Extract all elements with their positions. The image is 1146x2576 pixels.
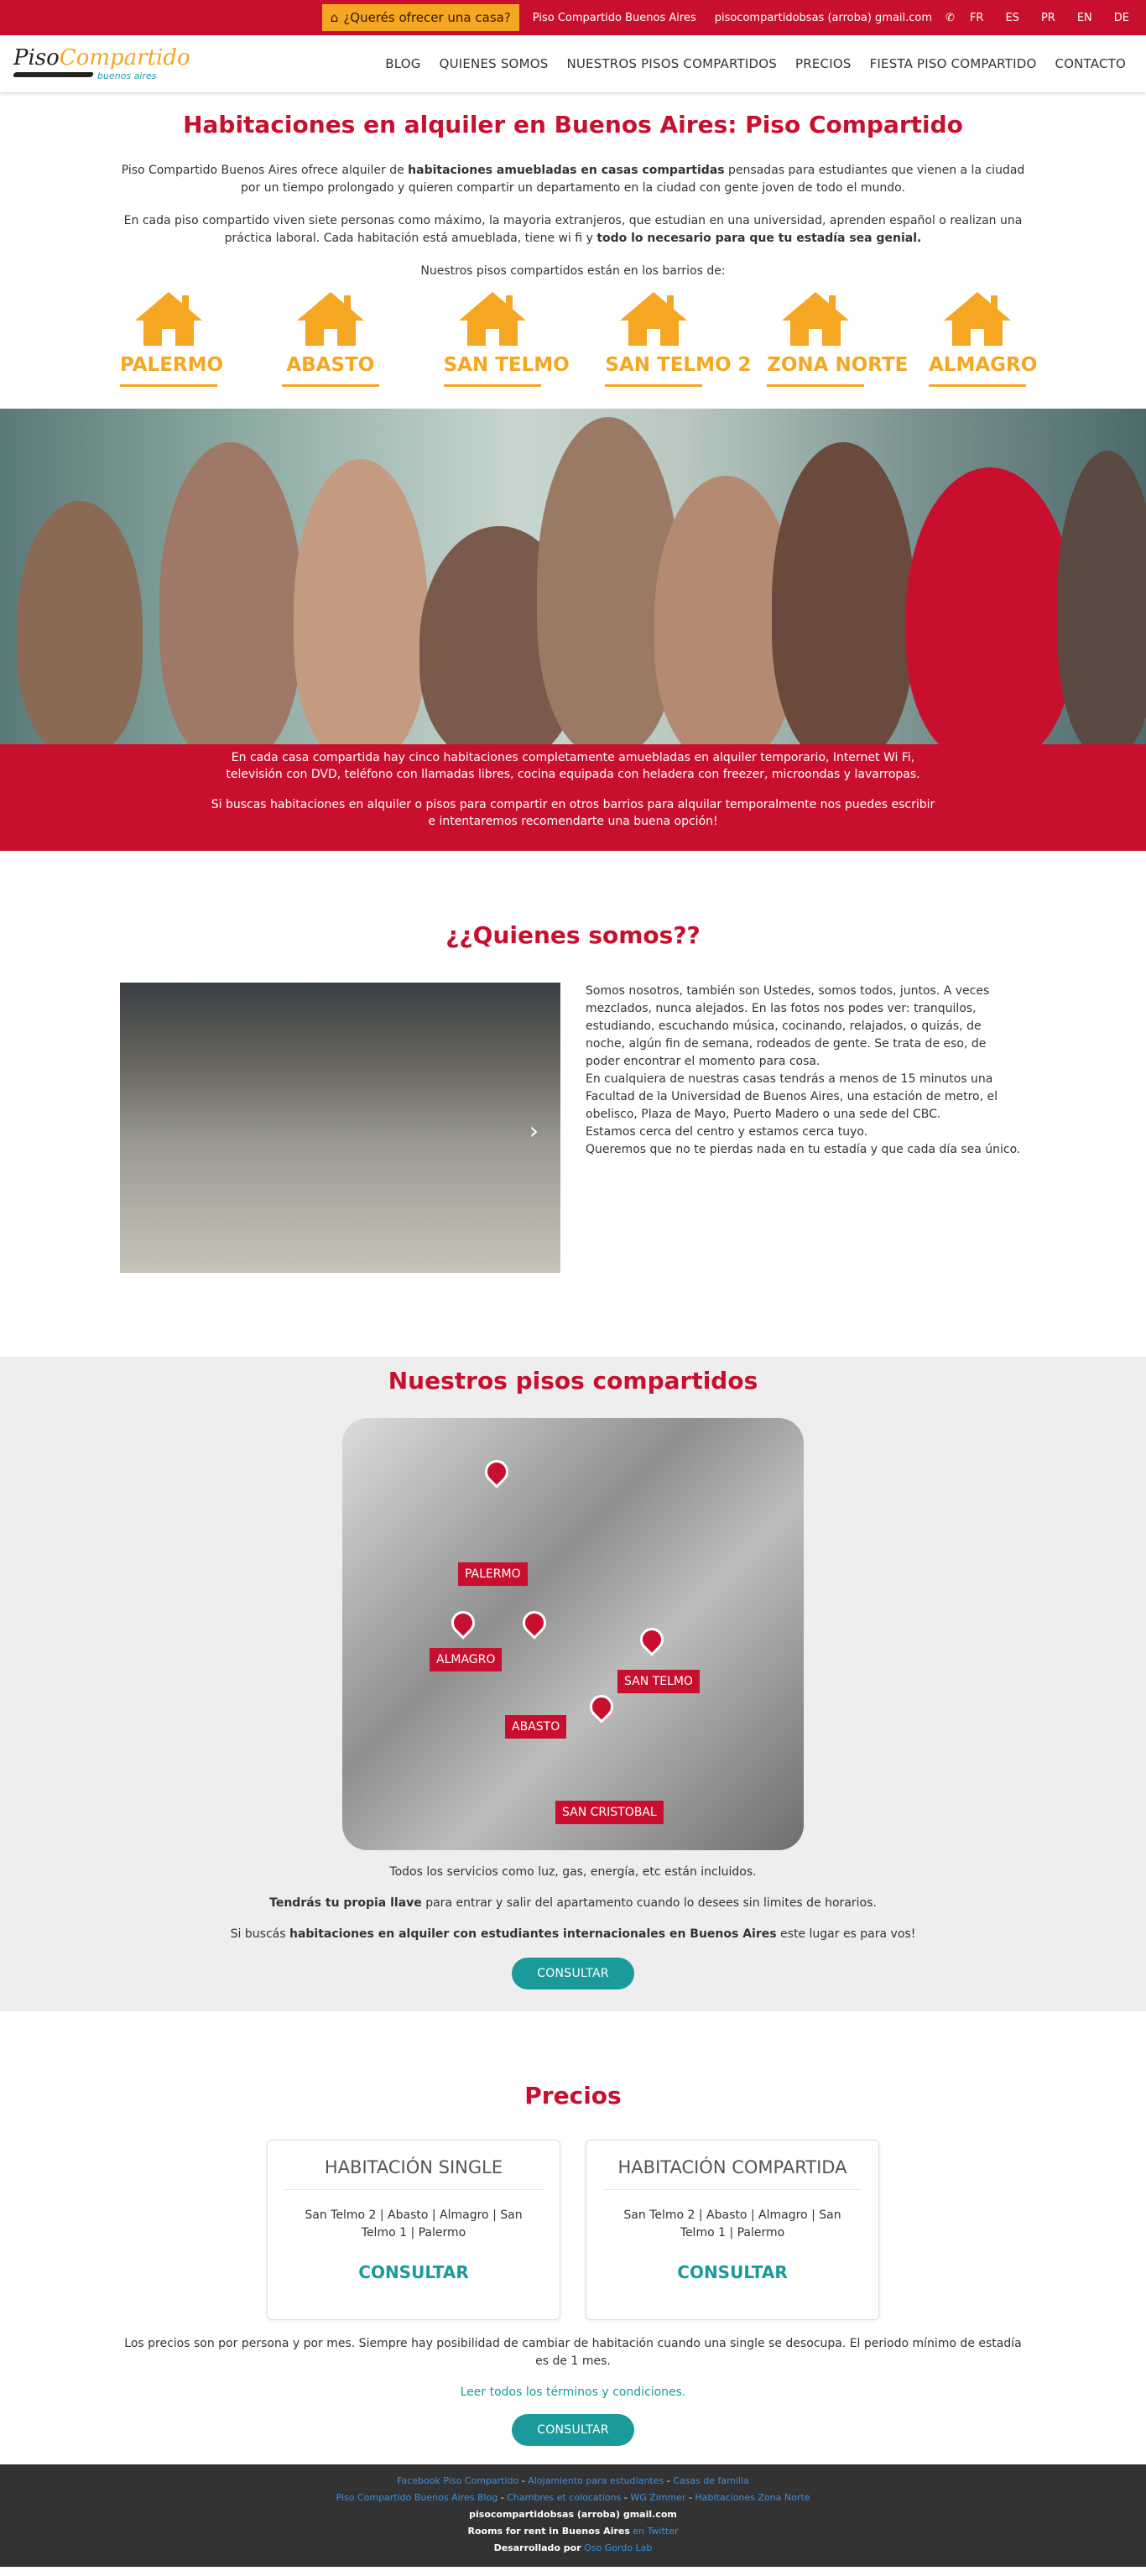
- site-logo[interactable]: [13, 44, 190, 84]
- home-icon: ⌂: [330, 10, 339, 25]
- menu-precios[interactable]: PRECIOS: [794, 56, 852, 71]
- footer-link[interactable]: WG Zimmer: [630, 2492, 686, 2503]
- precios-title: Precios: [524, 2082, 622, 2109]
- barrios-list: [0, 284, 1146, 387]
- barrio-abasto[interactable]: ABASTO: [282, 290, 379, 387]
- chevron-right-icon[interactable]: ›: [529, 1117, 539, 1145]
- logo-subtitle: buenos aires: [97, 70, 157, 81]
- footer-dev-text: Desarrollado por: [493, 2542, 581, 2553]
- features-band: [0, 744, 1146, 851]
- whatsapp-icon[interactable]: ✆: [945, 11, 955, 24]
- group-photo: [0, 409, 1146, 744]
- footer-link[interactable]: Facebook Piso Compartido: [397, 2475, 519, 2486]
- menu-quienes-somos[interactable]: QUIENES SOMOS: [439, 56, 549, 71]
- map-label-palermo[interactable]: PALERMO: [458, 1562, 528, 1586]
- consultar-compartida-link[interactable]: CONSULTAR: [677, 2262, 788, 2282]
- menu-contacto[interactable]: CONTACTO: [1055, 56, 1126, 71]
- price-card-compartida: HABITACIÓN COMPARTIDA San Telmo 2 | Abasto | Almagro | San Telmo 1 | Palermo CONSULTAR: [586, 2140, 879, 2320]
- footer-link[interactable]: Alojamiento para estudiantes: [528, 2475, 664, 2486]
- pisos-title: Nuestros pisos compartidos: [388, 1367, 758, 1395]
- features-text: En cada casa compartida hay cinco habitaciones completamente amuebladas en alquiler temporario, Internet Wi Fi, televisión con DVD, teléfono con llamadas libres, cocina equipada con heladera con freezer, microondas y lavarropas.: [226, 751, 920, 781]
- footer-links-row-1: Facebook Piso Compartido - Alojamiento para estudiantes - Casas de familia: [397, 2475, 749, 2486]
- house-icon: [295, 290, 366, 347]
- neighborhood-map: [342, 1418, 804, 1850]
- price-note: Los precios son por persona y por mes. Siempre hay posibilidad de cambiar de habitación cuando una single se desocupa. El periodo mínimo de estadía es de 1 mes.: [124, 2337, 1022, 2368]
- map-label-abasto[interactable]: ABASTO: [505, 1715, 566, 1739]
- intro-paragraph-2: En cada piso compartido viven siete personas como máximo, la mayoria extranjeros, que estudian en una universidad, aprenden español o realizan una práctica laboral. Cada habitación está amueblada, tiene wi fi y todo lo necesario para que tu estadía sea genial.: [123, 214, 1023, 245]
- quienes-text: Somos nosotros, también son Ustedes, somos todos, juntos. A veces mezclados, nunca alejados. En las fotos nos podes ver: tranquilos, estudiando, escuchando música, cocinando, relajados, o quizás, de noche, algún fin de semana, rodeados de gente. Se trata de eso, de poder encontrar el momento para cosa. En cualquiera de nuestras casas tendrás a menos de 15 minutos una Facultad de la Universidad de Buenos Aires, una estación de metro, el obelisco, Plaza de Mayo, Puerto Madero o una sede del CBC. Estamos cerca del centro y estamos cerca tuyo. Queremos que no te pierdas nada en tu estadía y que cada día sea único.: [586, 984, 1021, 1156]
- logo-swoosh: [13, 72, 94, 77]
- lang-de[interactable]: DE: [1113, 11, 1129, 24]
- menu: [385, 56, 1126, 71]
- footer-link[interactable]: Chambres et colocations: [507, 2492, 622, 2503]
- barrio-san-telmo[interactable]: SAN TELMO: [444, 290, 541, 387]
- twitter-link[interactable]: en Twitter: [633, 2526, 679, 2537]
- quienes-title: ¿¿Quienes somos??: [445, 921, 701, 949]
- lang-en[interactable]: EN: [1076, 11, 1092, 24]
- top-bar: [0, 0, 1146, 35]
- footer-link[interactable]: Habitaciones Zona Norte: [695, 2492, 810, 2503]
- barrio-almagro[interactable]: ALMAGRO: [929, 290, 1026, 387]
- footer-link[interactable]: Piso Compartido Buenos Aires Blog: [336, 2492, 498, 2503]
- pisos-section: [0, 1357, 1146, 2011]
- price-card-single: HABITACIÓN SINGLE San Telmo 2 | Abasto | Almagro | San Telmo 1 | Palermo CONSULTAR: [267, 2140, 560, 2320]
- consultar-single-link[interactable]: CONSULTAR: [358, 2262, 469, 2282]
- email-link[interactable]: pisocompartidobsas (arroba) gmail.com: [714, 11, 933, 24]
- logo-text: PisoCompartido: [13, 45, 190, 70]
- search-text: Si buscás habitaciones en alquiler con estudiantes internacionales en Buenos Aires este lugar es para vos!: [230, 1927, 916, 1941]
- intro-paragraph-3: Nuestros pisos compartidos están en los barrios de:: [420, 264, 726, 278]
- map-label-san-telmo[interactable]: SAN TELMO: [617, 1670, 700, 1693]
- offer-label: ¿Querés ofrecer una casa?: [343, 10, 511, 25]
- house-icon: [780, 290, 851, 347]
- main-nav: [0, 35, 1146, 92]
- house-icon: [133, 290, 204, 347]
- precios-section: [0, 2011, 1146, 2446]
- offer-house-button[interactable]: [322, 4, 519, 31]
- footer: [0, 2464, 1146, 2567]
- menu-pisos[interactable]: NUESTROS PISOS COMPARTIDOS: [566, 56, 777, 71]
- map-label-san-cristobal[interactable]: SAN CRISTOBAL: [555, 1801, 664, 1824]
- lang-es[interactable]: ES: [1005, 11, 1019, 24]
- house-icon: [457, 290, 528, 347]
- map-label-almagro[interactable]: ALMAGRO: [430, 1648, 502, 1671]
- intro-paragraph-1: Piso Compartido Buenos Aires ofrece alquiler de habitaciones amuebladas en casas compartidas pensadas para estudiantes que vienen a la ciudad por un tiempo prolongado y quieren compartir un departamento en la ciudad con gente joven de todo el mundo.: [121, 164, 1025, 195]
- lang-pr[interactable]: PR: [1040, 11, 1055, 24]
- footer-link[interactable]: Casas de familia: [673, 2475, 749, 2486]
- menu-blog[interactable]: BLOG: [385, 56, 421, 71]
- page-title: Habitaciones en alquiler en Buenos Aires: Piso Compartido: [183, 111, 963, 138]
- consultar-button[interactable]: CONSULTAR: [512, 1958, 634, 1989]
- lang-fr[interactable]: FR: [969, 11, 984, 24]
- developer-link[interactable]: Oso Gordo Lab: [584, 2542, 653, 2553]
- house-icon: [618, 290, 689, 347]
- footer-twitter-text: Rooms for rent in Buenos Aires: [467, 2526, 630, 2537]
- footer-links-row-2: Piso Compartido Buenos Aires Blog - Chambres et colocations - WG Zimmer - Habitaciones Zona Norte: [336, 2492, 810, 2503]
- services-text: Todos los servicios como luz, gas, energía, etc están incluidos.: [389, 1865, 757, 1879]
- barrio-zona-norte[interactable]: ZONA NORTE: [767, 290, 864, 387]
- quienes-carousel[interactable]: [120, 983, 560, 1273]
- terms-link[interactable]: Leer todos los términos y condiciones.: [460, 2386, 686, 2399]
- intro-section: [0, 92, 1146, 280]
- footer-email: pisocompartidobsas (arroba) gmail.com: [469, 2509, 677, 2520]
- quienes-somos-section: [0, 851, 1146, 1357]
- menu-fiesta[interactable]: FIESTA PISO COMPARTIDO: [869, 56, 1037, 71]
- house-icon: [942, 290, 1013, 347]
- barrio-san-telmo-2[interactable]: SAN TELMO 2: [605, 290, 702, 387]
- brand-link[interactable]: Piso Compartido Buenos Aires: [532, 11, 696, 24]
- key-text: Tendrás tu propia llave para entrar y salir del apartamento cuando lo desees sin limites de horarios.: [269, 1896, 877, 1910]
- consultar-button-precios[interactable]: CONSULTAR: [512, 2414, 634, 2446]
- barrio-palermo[interactable]: PALERMO: [120, 290, 217, 387]
- other-neighborhoods-text: Si buscas habitaciones en alquiler o pisos para compartir en otros barrios para alquilar temporalmente nos puedes escribir e intentaremos recomendarte una buena opción!: [211, 798, 935, 828]
